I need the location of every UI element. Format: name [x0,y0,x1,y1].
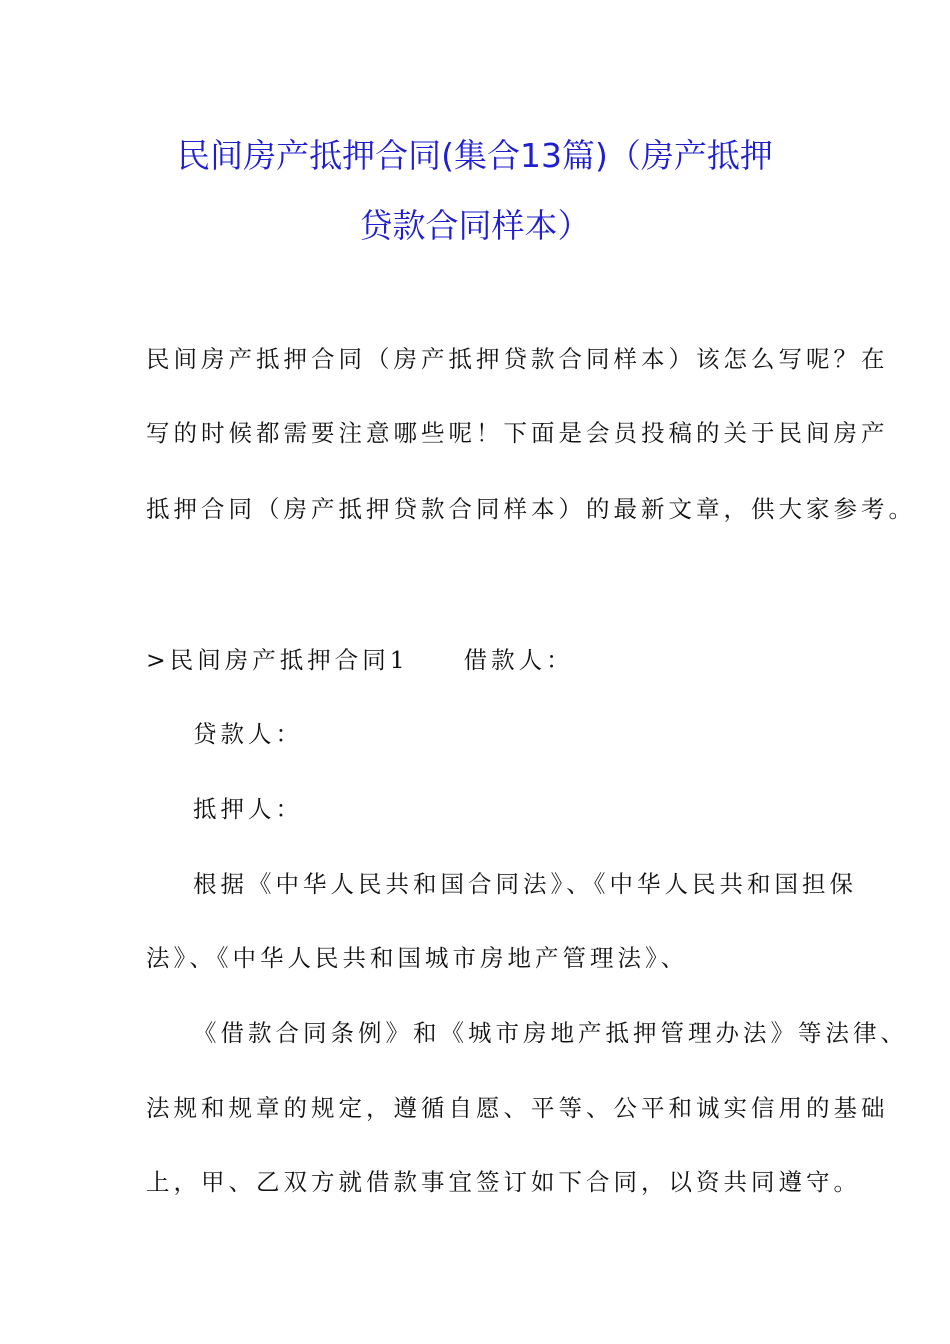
intro-line-2: 写的时候都需要注意哪些呢！下面是会员投稿的关于民间房产 [146,419,889,447]
contract-heading: >民间房产抵押合同1 借款人： [146,646,574,674]
paragraph-2-line-3: 上，甲、乙双方就借款事宜签订如下合同，以资共同遵守。 [146,1168,861,1196]
paragraph-1-line-2: 法》、《中华人民共和国城市房地产管理法》、 [146,944,689,972]
document-title-line-1: 民间房产抵押合同(集合13篇)（房产抵押 [177,136,773,175]
intro-line-1: 民间房产抵押合同（房产抵押贷款合同样本）该怎么写呢？在 [146,345,889,373]
lender-label: 贷款人： [193,720,303,748]
paragraph-1-line-1: 根据《中华人民共和国合同法》、《中华人民共和国担保 [193,870,857,898]
intro-line-3: 抵押合同（房产抵押贷款合同样本）的最新文章，供大家参考。 [146,495,916,523]
document-title-line-2: 贷款合同样本） [359,206,591,245]
paragraph-2-line-1: 《借款合同条例》和《城市房地产抵押管理办法》等法律、 [193,1019,908,1047]
mortgagor-label: 抵押人： [193,795,303,823]
paragraph-2-line-2: 法规和规章的规定，遵循自愿、平等、公平和诚实信用的基础 [146,1094,889,1122]
